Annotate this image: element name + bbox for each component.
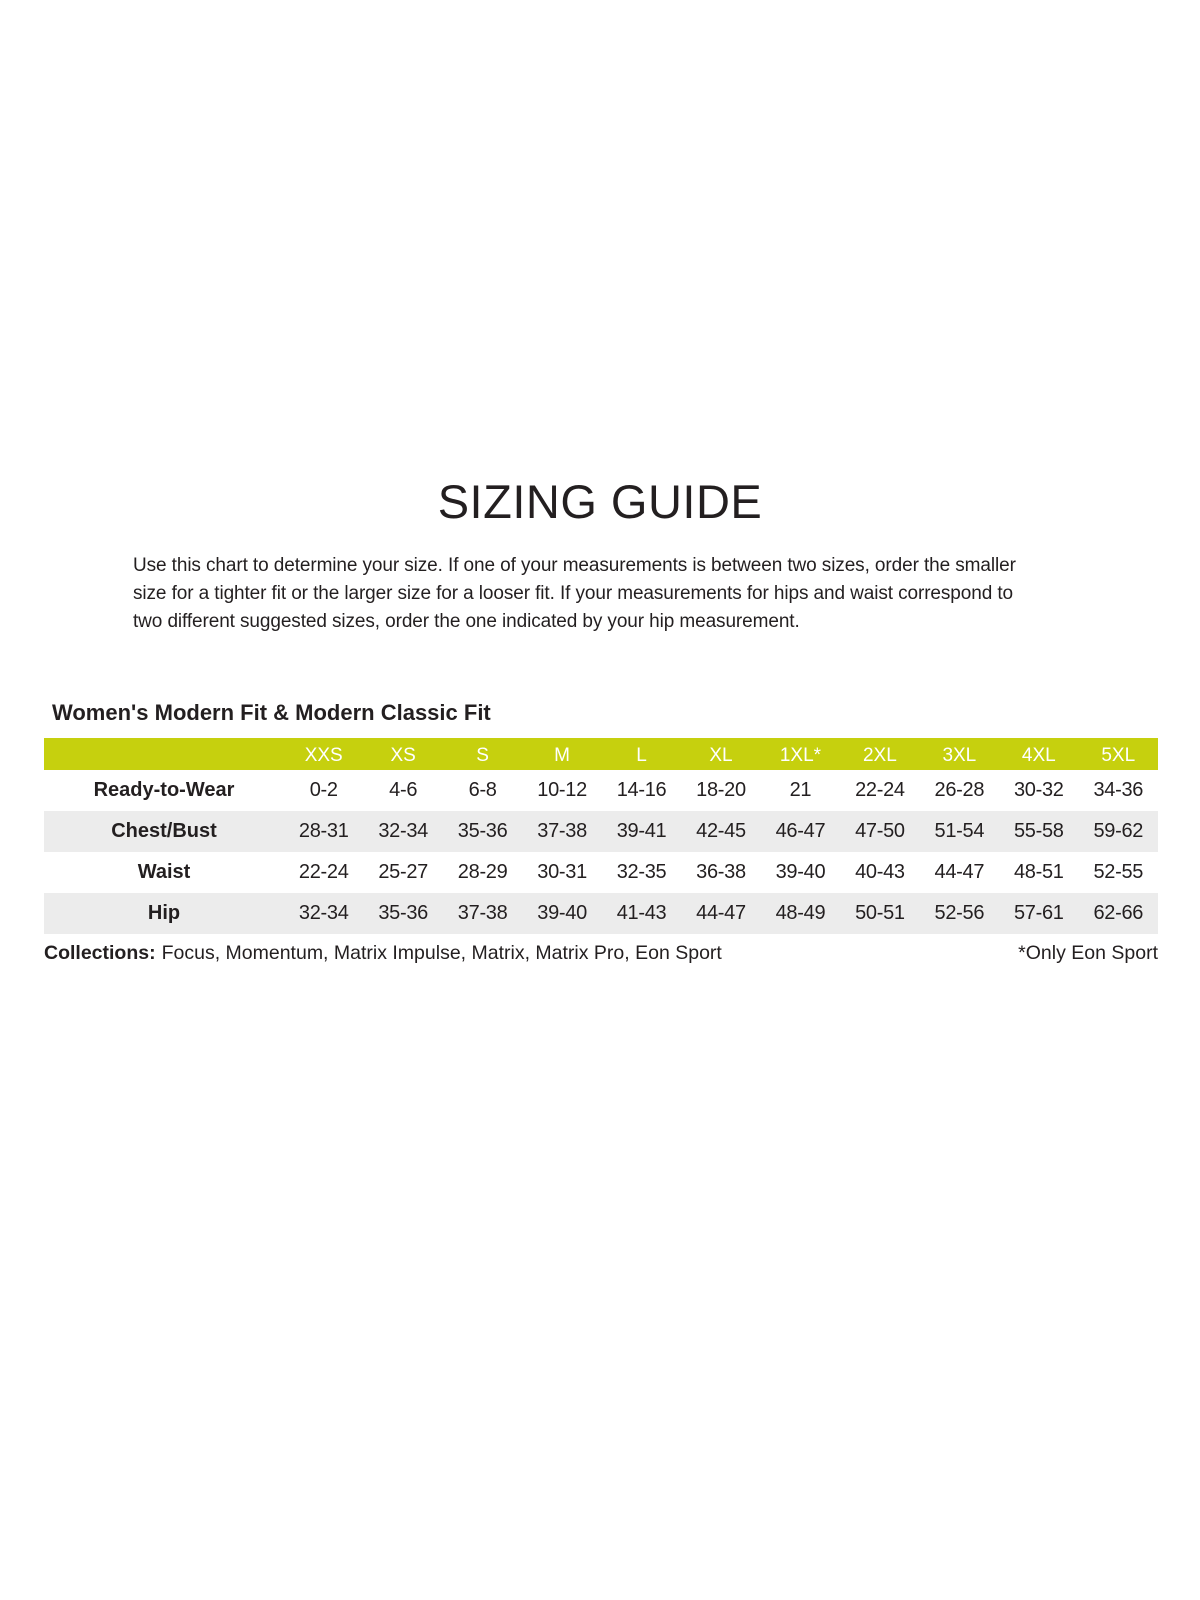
size-table-row — [44, 852, 1158, 893]
size-value-cell: 22-24 — [298, 861, 349, 883]
size-value-cell: 36-38 — [696, 861, 746, 883]
size-value-cell: 46-47 — [775, 820, 826, 842]
size-value-cell: 34-36 — [1093, 779, 1144, 801]
size-value-cell: 10-12 — [537, 779, 587, 801]
size-table-head — [44, 738, 1158, 770]
size-value-cell: 30-31 — [537, 861, 587, 883]
intro-paragraph — [133, 552, 1063, 636]
row-label: Hip — [147, 902, 181, 924]
size-table-row — [44, 893, 1158, 934]
table-footer — [44, 942, 1158, 965]
collections-line — [44, 942, 722, 965]
size-table — [44, 738, 1158, 934]
size-column-header: 5XL — [1079, 738, 1158, 770]
intro-line-3: two different suggested sizes, order the one indicated by your hip measurement. — [133, 611, 800, 632]
size-table-corner-cell — [44, 738, 284, 770]
size-value-cell: 57-61 — [1013, 902, 1064, 924]
size-value-cell: 50-51 — [855, 902, 905, 924]
size-value-cell: 55-58 — [1013, 820, 1064, 842]
size-column-header: 3XL — [920, 738, 999, 770]
size-column-header: XXS — [284, 738, 363, 770]
size-column-header: XS — [363, 738, 442, 770]
size-table-row — [44, 770, 1158, 811]
size-value-cell: 39-41 — [616, 820, 667, 842]
size-column-header: XL — [681, 738, 760, 770]
size-value-cell: 40-43 — [855, 861, 905, 883]
size-value-cell: 48-51 — [1013, 861, 1064, 883]
size-value-cell: 22-24 — [855, 779, 905, 801]
size-table-row — [44, 811, 1158, 852]
row-label: Waist — [137, 861, 191, 883]
size-value-cell: 62-66 — [1093, 902, 1144, 924]
size-value-cell: 59-62 — [1093, 820, 1144, 842]
row-label: Ready-to-Wear — [93, 779, 235, 801]
row-label: Chest/Bust — [111, 820, 217, 842]
size-value-cell: 35-36 — [378, 902, 428, 924]
size-value-cell: 28-31 — [298, 820, 349, 842]
size-value-cell: 42-45 — [696, 820, 746, 842]
size-value-cell: 35-36 — [457, 820, 508, 842]
size-value-cell: 44-47 — [696, 902, 746, 924]
size-value-cell: 28-29 — [457, 861, 508, 883]
size-value-cell: 52-55 — [1093, 861, 1144, 883]
intro-line-2: size for a tighter fit or the larger size for a looser fit. If your measurements for hips and waist correspond to — [133, 583, 1013, 604]
size-value-cell: 47-50 — [855, 820, 905, 842]
size-value-cell: 0-2 — [309, 779, 338, 801]
size-value-cell: 51-54 — [934, 820, 985, 842]
size-value-cell: 41-43 — [616, 902, 667, 924]
size-value-cell: 52-56 — [934, 902, 985, 924]
size-value-cell: 18-20 — [696, 779, 746, 801]
size-column-header: S — [443, 738, 522, 770]
size-column-header: M — [522, 738, 601, 770]
size-table-header-row — [44, 738, 1158, 770]
size-column-header: 4XL — [999, 738, 1078, 770]
size-value-cell: 39-40 — [537, 902, 587, 924]
collections-label: Collections: — [44, 942, 156, 964]
size-value-cell: 14-16 — [616, 779, 667, 801]
size-table-body — [44, 770, 1158, 934]
footnote: *Only Eon Sport — [1018, 942, 1158, 964]
size-value-cell: 32-35 — [616, 861, 667, 883]
size-column-header: 2XL — [840, 738, 919, 770]
size-column-header: 1XL* — [761, 738, 840, 770]
collections-list: Focus, Momentum, Matrix Impulse, Matrix, Matrix Pro, Eon Sport — [161, 942, 722, 964]
size-value-cell: 32-34 — [298, 902, 349, 924]
size-value-cell: 48-49 — [775, 902, 826, 924]
size-value-cell: 37-38 — [457, 902, 508, 924]
size-value-cell: 25-27 — [378, 861, 428, 883]
page-title: SIZING GUIDE — [437, 475, 763, 528]
size-value-cell: 4-6 — [389, 779, 418, 801]
section-title: Women's Modern Fit & Modern Classic Fit — [52, 700, 491, 725]
size-value-cell: 44-47 — [934, 861, 985, 883]
size-value-cell: 37-38 — [537, 820, 587, 842]
size-value-cell: 6-8 — [468, 779, 497, 801]
intro-line-1: Use this chart to determine your size. If one of your measurements is between two sizes, order the smaller — [133, 555, 1016, 576]
size-column-header: L — [602, 738, 681, 770]
size-value-cell: 30-32 — [1013, 779, 1064, 801]
size-value-cell: 32-34 — [378, 820, 428, 842]
size-value-cell: 21 — [789, 779, 812, 801]
size-value-cell: 39-40 — [775, 861, 826, 883]
size-value-cell: 26-28 — [934, 779, 985, 801]
